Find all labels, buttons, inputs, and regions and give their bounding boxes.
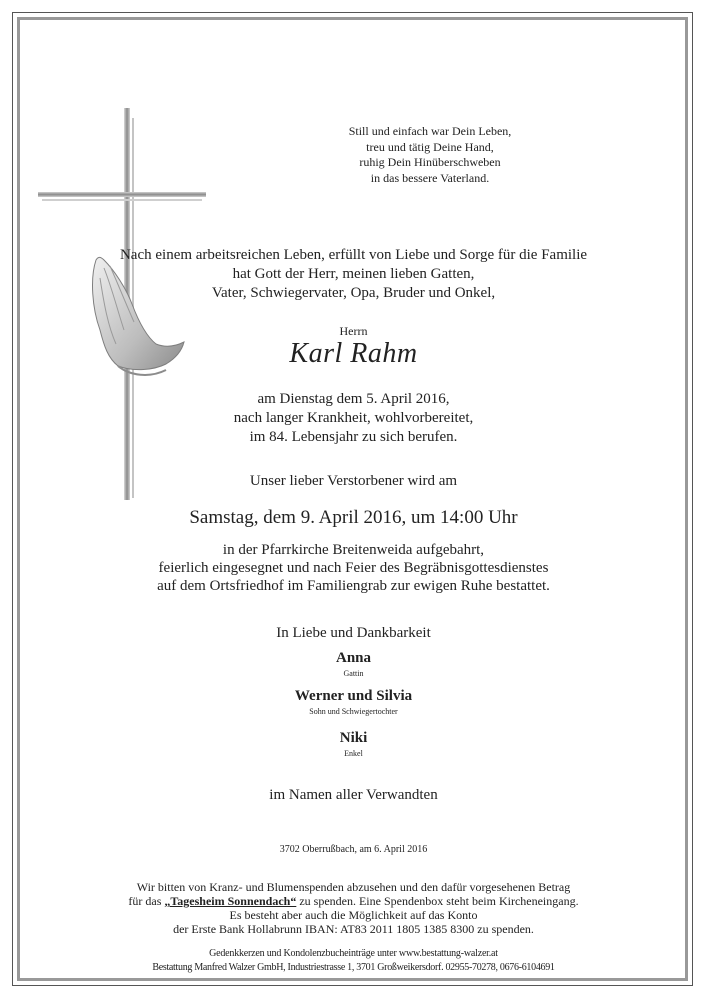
intro-line: Vater, Schwiegervater, Opa, Bruder und Onkel, [211,285,496,301]
intro-line: Nach einem arbeitsreichen Leben, erfüllt von Liebe und Sorge für die Familie [119,247,588,263]
death-info-line: nach langer Krankheit, wohlvorbereitet, [233,410,474,426]
death-info-line: im 84. Lebensjahr zu sich berufen. [249,429,458,445]
donation-beneficiary: „Tagesheim Sonnendach“ [164,894,297,908]
donation-line: Wir bitten von Kranz- und Blumenspenden abzusehen und den dafür vorgesehenen Betrag [136,880,571,894]
gratitude: In Liebe und Dankbarkeit [276,625,431,641]
donation-prefix: für das [128,894,165,908]
poem-line: Still und einfach war Dein Leben, [348,124,512,138]
funeral-intro: Unser lieber Verstorbener wird am [249,473,458,489]
death-info-line: am Dienstag dem 5. April 2016, [257,391,450,407]
mourner-relation: Gattin [343,669,364,678]
poem-line: treu und tätig Deine Hand, [366,139,494,154]
donation-line: der Erste Bank Hollabrunn IBAN: AT83 2011 1805 1385 8300 zu spenden. [173,922,534,936]
mourner-relation: Enkel [344,749,363,758]
donation-line [0,894,707,909]
footer-line: Bestattung Manfred Walzer GmbH, Industriestrasse 1, 3701 Großweikersdorf. 02955-70278, 0676-6104691 [152,962,555,973]
intro-line: hat Gott der Herr, meinen lieben Gatten, [232,266,475,282]
mourner-name: Anna [335,650,372,666]
footer-line: Gedenkkerzen und Kondolenzbucheinträge unter www.bestattung-walzer.at [209,948,498,959]
donation-line: Es besteht aber auch die Möglichkeit auf das Konto [229,908,478,922]
deceased-name: Karl Rahm [289,338,418,369]
salutation: Herrn [339,324,368,338]
donation-suffix: zu spenden. Eine Spendenbox steht beim Kircheneingang. [296,894,579,908]
poem-line: in das bessere Vaterland. [370,170,490,185]
funeral-detail-line: in der Pfarrkirche Breitenweida aufgebahrt, [222,542,485,558]
funeral-detail-line: feierlich eingesegnet und nach Feier des Begräbnisgottesdienstes [158,560,549,576]
mourner-name: Niki [339,730,368,746]
mourner-relation: Sohn und Schwiegertochter [309,707,398,716]
mourner-name: Werner und Silvia [294,688,413,704]
memorial-poem [330,124,530,186]
cross-with-praying-hands-icon [38,108,218,508]
funeral-detail-line: auf dem Ortsfriedhof im Familiengrab zur ewigen Ruhe bestattet. [157,578,550,594]
relatives-line: im Namen aller Verwandten [269,787,438,803]
place-date: 3702 Oberrußbach, am 6. April 2016 [279,844,428,855]
poem-line: ruhig Dein Hinüberschweben [359,155,501,169]
funeral-date: Samstag, dem 9. April 2016, um 14:00 Uhr [189,507,518,528]
